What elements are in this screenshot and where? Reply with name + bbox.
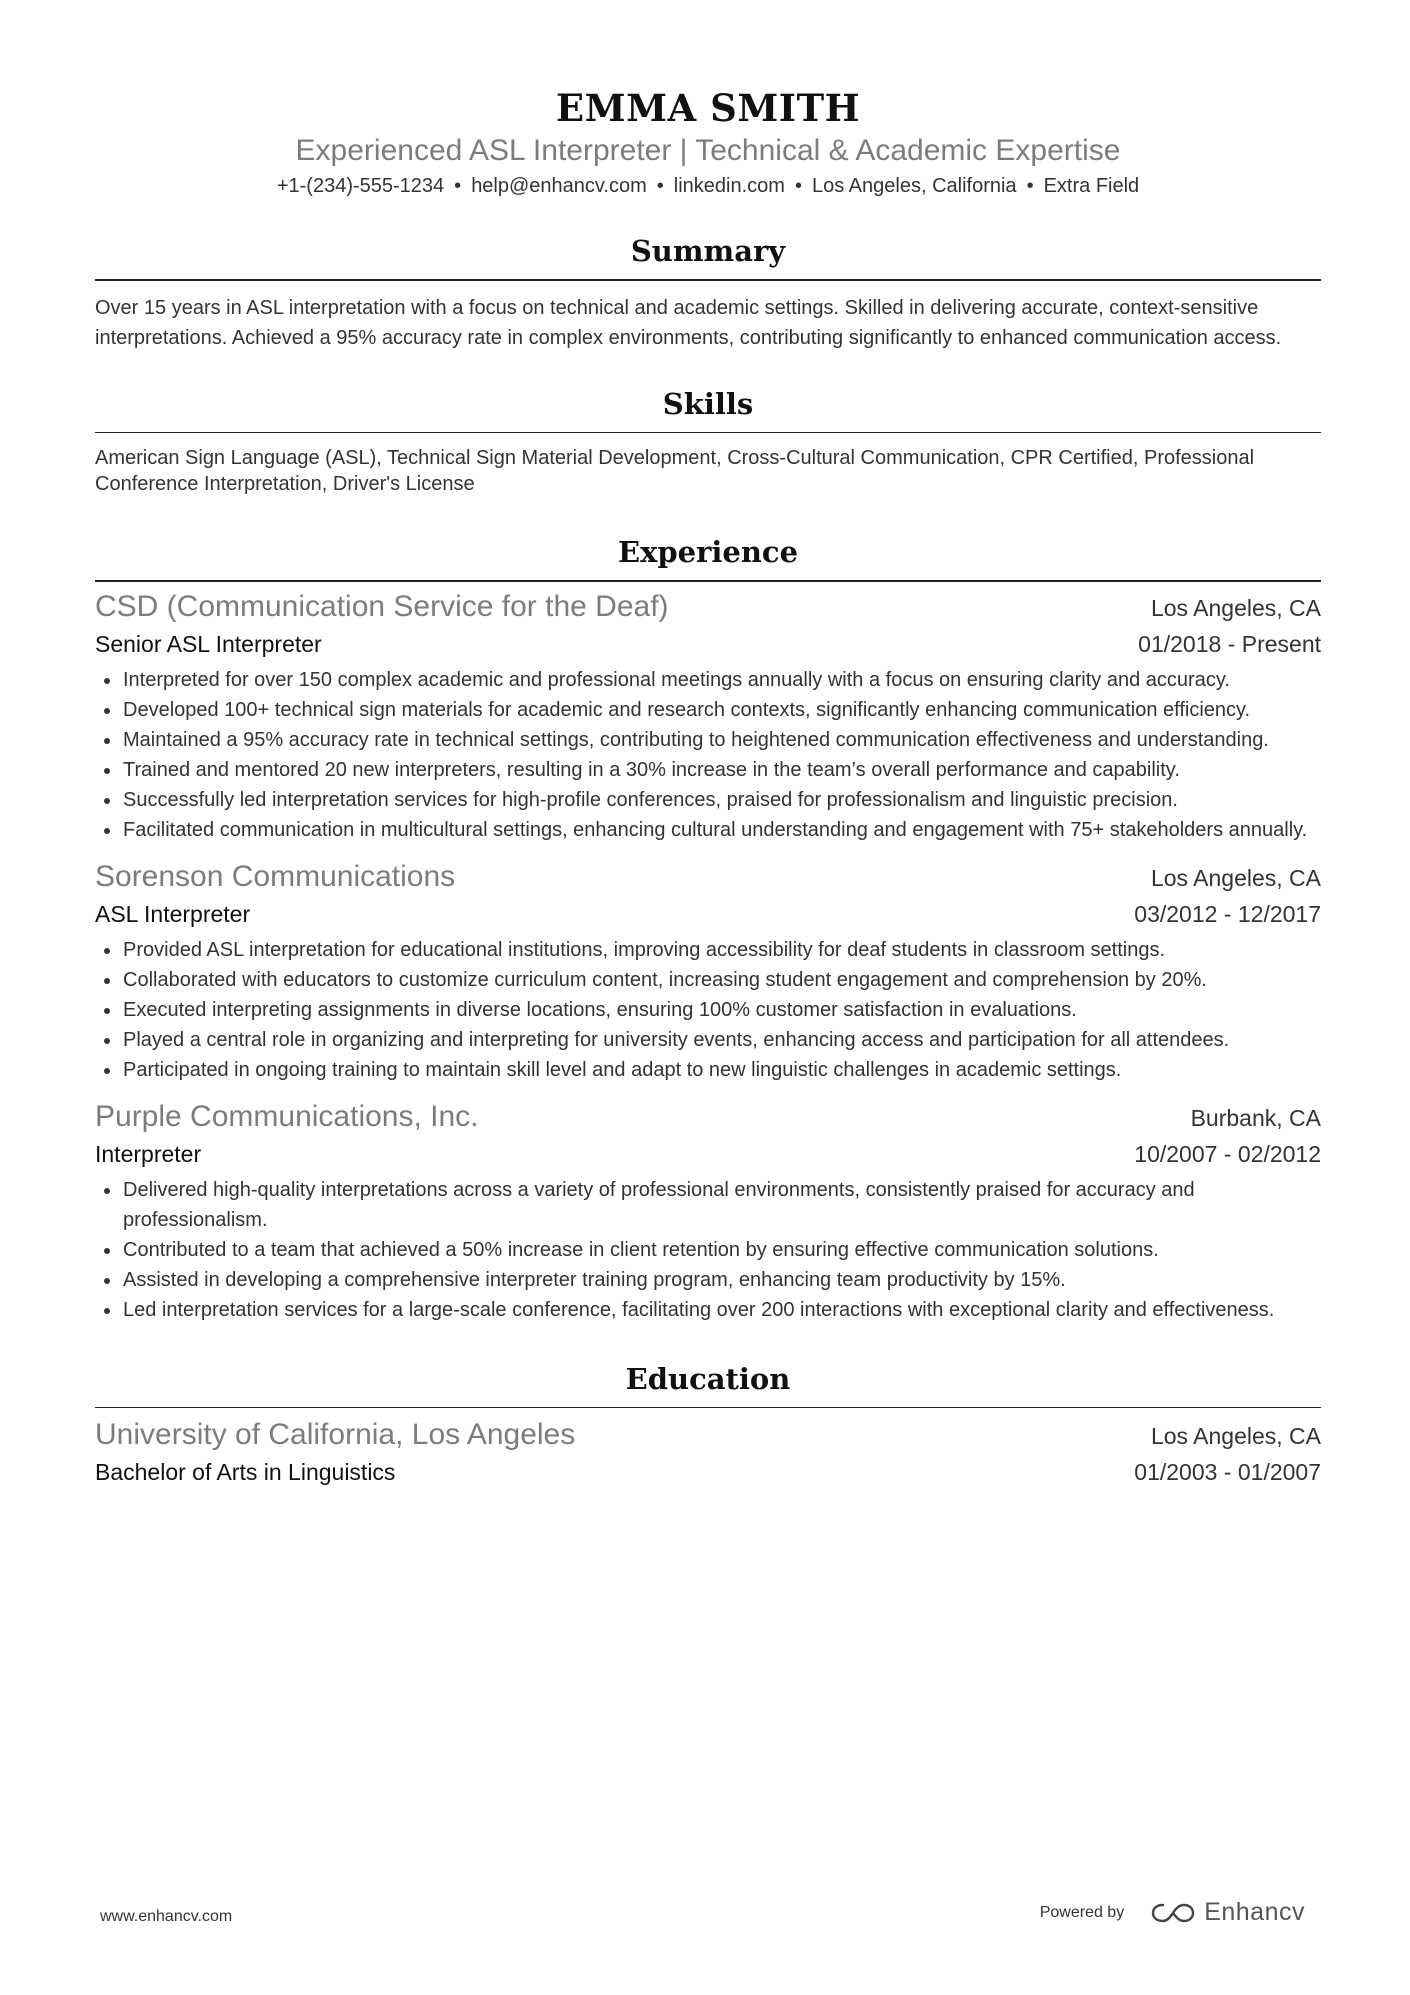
experience-section bbox=[95, 532, 1321, 1325]
job-role: Interpreter bbox=[95, 1140, 202, 1167]
skills-heading: Skills bbox=[662, 386, 754, 421]
separator-dot-icon: • bbox=[656, 175, 664, 197]
contact-linkedin[interactable]: linkedin.com bbox=[673, 175, 785, 197]
job-bullet: Delivered high-quality interpretations across a variety of professional environments, consistently praised for accuracy and professionalism. bbox=[95, 1175, 1321, 1235]
separator-dot-icon: • bbox=[794, 175, 802, 197]
job-bullets bbox=[95, 935, 1321, 1085]
skills-text: American Sign Language (ASL), Technical Sign Material Development, Cross-Cultural Communication, CPR Certified, Professional Conference Interpretation, Driver's License bbox=[95, 447, 1255, 495]
job-bullet: Assisted in developing a comprehensive interpreter training program, enhancing team productivity by 15%. bbox=[95, 1265, 1321, 1295]
powered-by-label: Powered by bbox=[1039, 1903, 1125, 1921]
job-bullet: Collaborated with educators to customize curriculum content, increasing student engagement and comprehension by 20%. bbox=[95, 965, 1321, 995]
job-bullet: Developed 100+ technical sign materials for academic and research contexts, significantly enhancing communication efficiency. bbox=[95, 695, 1321, 725]
brand-name: Enhancv bbox=[1204, 1898, 1305, 1926]
candidate-title: Experienced ASL Interpreter | Technical & Academic Expertise bbox=[295, 134, 1121, 167]
job-bullet: Successfully led interpretation services for high-profile conferences, praised for professionalism and linguistic precision. bbox=[95, 785, 1321, 815]
education-degree: Bachelor of Arts in Linguistics bbox=[95, 1459, 396, 1485]
summary-heading: Summary bbox=[630, 234, 786, 268]
footer-website[interactable]: www.enhancv.com bbox=[100, 1908, 233, 1925]
job-entry bbox=[95, 589, 1321, 845]
job-entry bbox=[95, 1099, 1321, 1325]
contact-line bbox=[95, 172, 1321, 200]
job-role: ASL Interpreter bbox=[95, 900, 251, 927]
job-dates: 01/2018 - Present bbox=[1138, 630, 1321, 657]
summary-text: Over 15 years in ASL interpretation with a focus on technical and academic settings. Skilled in delivering accurate, context-sensitive interpretations. Achieved a 95% accuracy rate in complex environments, contributing significantly to enhanced communication access. bbox=[95, 296, 1282, 349]
job-bullet: Facilitated communication in multicultural settings, enhancing cultural understanding and engagement with 75+ stakeholders annually. bbox=[95, 815, 1321, 845]
education-school: University of California, Los Angeles bbox=[95, 1418, 576, 1451]
summary-section bbox=[95, 231, 1321, 353]
section-divider bbox=[95, 580, 1321, 582]
education-location: Los Angeles, CA bbox=[1150, 1423, 1321, 1449]
experience-heading: Experience bbox=[617, 535, 799, 569]
resume-page bbox=[95, 0, 1321, 1488]
job-location: Los Angeles, CA bbox=[1150, 864, 1321, 891]
section-divider bbox=[95, 279, 1321, 281]
contact-phone: +1-(234)-555-1234 bbox=[276, 175, 445, 197]
resume-header bbox=[95, 0, 1321, 200]
education-heading: Education bbox=[625, 1361, 791, 1396]
job-bullet: Led interpretation services for a large-scale conference, facilitating over 200 interactions with exceptional clarity and effectiveness. bbox=[95, 1295, 1321, 1325]
job-bullet: Provided ASL interpretation for educational institutions, improving accessibility for deaf students in classroom settings. bbox=[95, 935, 1321, 965]
enhancv-logo-icon bbox=[1150, 1901, 1196, 1925]
job-bullet: Maintained a 95% accuracy rate in technical settings, contributing to heightened communication effectiveness and understanding. bbox=[95, 725, 1321, 755]
candidate-name: EMMA SMITH bbox=[555, 86, 861, 130]
job-company: Purple Communications, Inc. bbox=[95, 1099, 479, 1133]
job-location: Burbank, CA bbox=[1190, 1104, 1321, 1131]
enhancv-brand-link[interactable] bbox=[1150, 1898, 1305, 1927]
job-entry bbox=[95, 859, 1321, 1085]
education-section bbox=[95, 1359, 1321, 1489]
job-bullets bbox=[95, 1175, 1321, 1325]
job-bullet: Contributed to a team that achieved a 50% increase in client retention by ensuring effective communication solutions. bbox=[95, 1235, 1321, 1265]
education-dates: 01/2003 - 01/2007 bbox=[1134, 1459, 1321, 1485]
job-dates: 03/2012 - 12/2017 bbox=[1134, 900, 1321, 927]
section-divider bbox=[95, 432, 1321, 434]
separator-dot-icon: • bbox=[454, 175, 462, 197]
contact-extra: Extra Field bbox=[1043, 175, 1140, 197]
contact-location: Los Angeles, California bbox=[811, 175, 1017, 197]
section-divider bbox=[95, 1407, 1321, 1409]
skills-section bbox=[95, 384, 1321, 498]
job-bullets bbox=[95, 665, 1321, 845]
job-role: Senior ASL Interpreter bbox=[95, 630, 322, 657]
job-bullet: Executed interpreting assignments in diverse locations, ensuring 100% customer satisfaction in evaluations. bbox=[95, 995, 1321, 1025]
job-bullet: Played a central role in organizing and interpreting for university events, enhancing access and participation for all attendees. bbox=[95, 1025, 1321, 1055]
job-dates: 10/2007 - 02/2012 bbox=[1134, 1140, 1321, 1167]
job-bullet: Interpreted for over 150 complex academic and professional meetings annually with a focus on ensuring clarity and accuracy. bbox=[95, 665, 1321, 695]
job-company: CSD (Communication Service for the Deaf) bbox=[95, 589, 669, 623]
footer-branding bbox=[1040, 1898, 1305, 1927]
job-bullet: Participated in ongoing training to maintain skill level and adapt to new linguistic challenges in academic settings. bbox=[95, 1055, 1321, 1085]
job-company: Sorenson Communications bbox=[95, 859, 456, 893]
job-bullet: Trained and mentored 20 new interpreters, resulting in a 30% increase in the team’s overall performance and capability. bbox=[95, 755, 1321, 785]
job-location: Los Angeles, CA bbox=[1150, 594, 1321, 621]
education-entry bbox=[95, 1417, 1321, 1488]
contact-email[interactable]: help@enhancv.com bbox=[471, 175, 647, 197]
separator-dot-icon: • bbox=[1026, 175, 1034, 197]
